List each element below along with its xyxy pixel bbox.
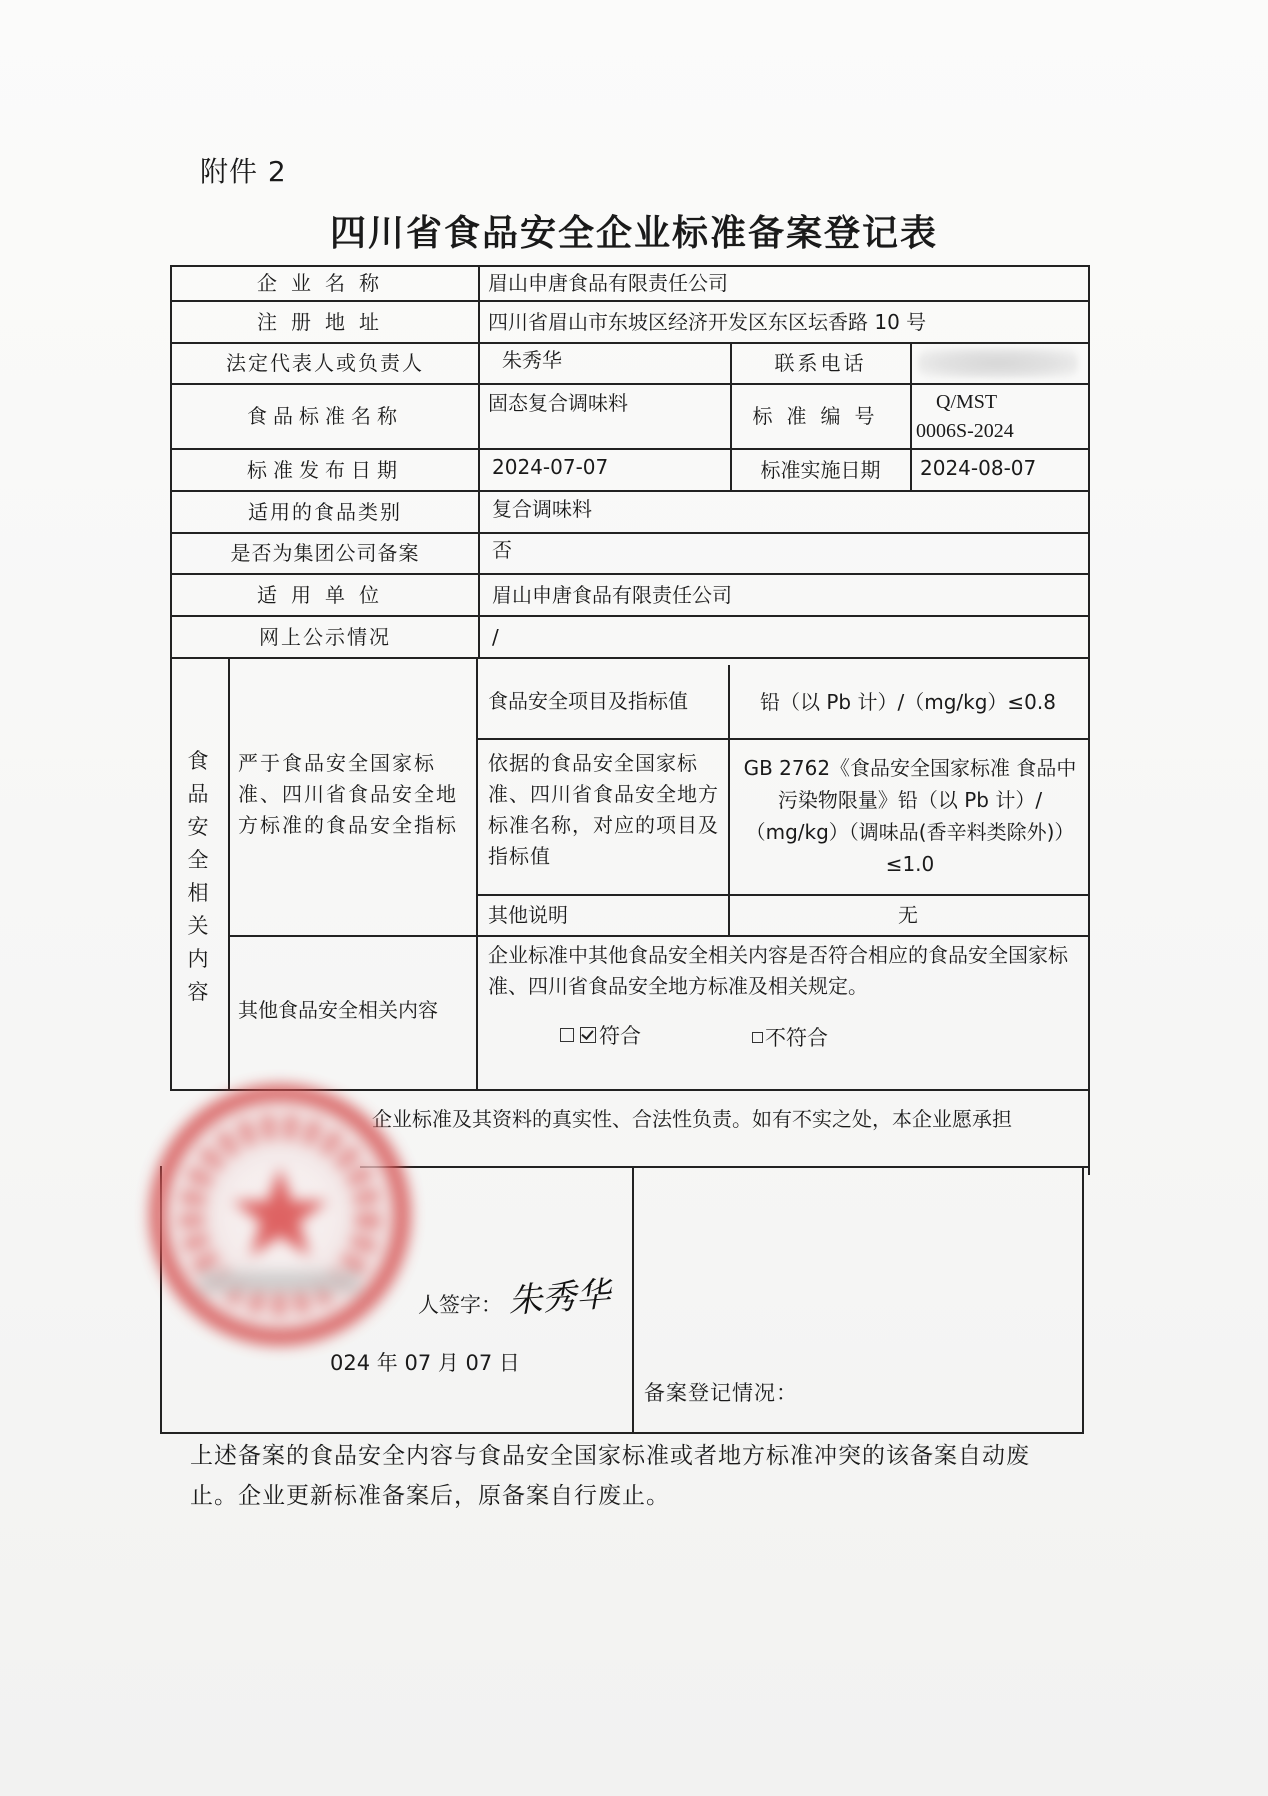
standard-number-label: 标准编号: [752, 404, 889, 428]
standard-number-value: [916, 388, 1086, 446]
applicable-unit-value: 眉山申唐食品有限责任公司: [492, 582, 732, 607]
group-filing-value: 否: [492, 538, 512, 562]
redacted-phone-number: [918, 348, 1078, 378]
other-note-label: 其他说明: [488, 903, 568, 927]
safety-section-label: 食品安全相关内容: [187, 749, 209, 1004]
effective-date-label: 标准实施日期: [760, 457, 881, 482]
applicable-unit-label: 适用单位: [257, 582, 393, 607]
online-disclosure-label: 网上公示情况: [259, 624, 391, 649]
standard-name-label: 食品标准名称: [247, 404, 403, 428]
standard-number-line2: 0006S-2024: [916, 420, 1014, 442]
company-name-value: 眉山申唐食品有限责任公司: [488, 271, 728, 295]
signature-label: 人签字：: [418, 1293, 502, 1317]
option-not-comply-label: 不符合: [765, 1026, 828, 1050]
declaration-statement: 企业标准及其资料的真实性、合法性负责。如有不实之处，本企业愿承担: [372, 1107, 1012, 1131]
empty-checkbox-icon: [752, 1032, 763, 1043]
filing-status-label: 备案登记情况：: [644, 1381, 798, 1405]
compliance-question: 企业标准中其他食品安全相关内容是否符合相应的食品安全国家标准、四川省食品安全地方标准及相关规定。: [488, 943, 1068, 998]
other-content-label: 其他食品安全相关内容: [238, 998, 438, 1022]
basis-standard-label: 依据的食品安全国家标准、四川省食品安全地方标准名称，对应的项目及指标值: [488, 751, 719, 868]
company-name-label: 企业名称: [257, 271, 393, 295]
attachment-number: 附件 2: [200, 155, 287, 188]
group-filing-label: 是否为集团公司备案: [230, 541, 420, 565]
basis-standard-value: GB 2762《食品安全国家标准 食品中污染物限量》铅（以 Pb 计）/（mg/kg）（调味品(香辛料类除外)）≤1.0: [743, 756, 1077, 876]
option-not-comply: [752, 1022, 828, 1052]
handwritten-signature: 朱秀华: [506, 1274, 612, 1322]
signature-date-rest: 年 07 月 07 日: [376, 1351, 520, 1375]
footer-note: 上述备案的食品安全内容与食品安全国家标准或者地方标准冲突的该备案自动废止。企业更新标准备案后，原备案自行废止。: [190, 1443, 1030, 1509]
food-category-value: 复合调味料: [492, 497, 592, 521]
checked-checkbox-icon: [580, 1027, 596, 1043]
signature-date-year: 024: [330, 1351, 371, 1375]
food-category-label: 适用的食品类别: [248, 499, 402, 524]
safety-item-label: 食品安全项目及指标值: [488, 689, 688, 713]
legal-representative-value: 朱秀华: [502, 348, 562, 372]
other-note-value: 无: [898, 903, 918, 927]
empty-checkbox-icon: [560, 1028, 574, 1042]
publish-date-value: 2024-07-07: [492, 455, 609, 479]
standard-name-value: 固态复合调味料: [488, 391, 628, 415]
registered-address-value: 四川省眉山市东坡区经济开发区东区坛香路 10 号: [488, 309, 927, 334]
registered-address-label: 注册地址: [257, 309, 393, 334]
option-comply: [560, 1020, 641, 1050]
effective-date-value: 2024-08-07: [920, 456, 1037, 480]
form-title: 四川省食品安全企业标准备案登记表: [329, 213, 938, 254]
legal-representative-label: 法定代表人或负责人: [226, 351, 424, 375]
online-disclosure-value: /: [492, 624, 499, 649]
safety-item-value: 铅（以 Pb 计）/（mg/kg）≤0.8: [760, 690, 1056, 714]
publish-date-label: 标准发布日期: [247, 457, 403, 482]
contact-phone-label: 联系电话: [774, 351, 867, 375]
standard-number-line1: Q/MST: [936, 391, 998, 413]
option-comply-label: 符合: [599, 1024, 641, 1048]
stricter-indicators-label: 严于食品安全国家标准、四川省食品安全地方标准的食品安全指标: [238, 751, 458, 837]
company-seal-icon: [140, 1075, 430, 1365]
